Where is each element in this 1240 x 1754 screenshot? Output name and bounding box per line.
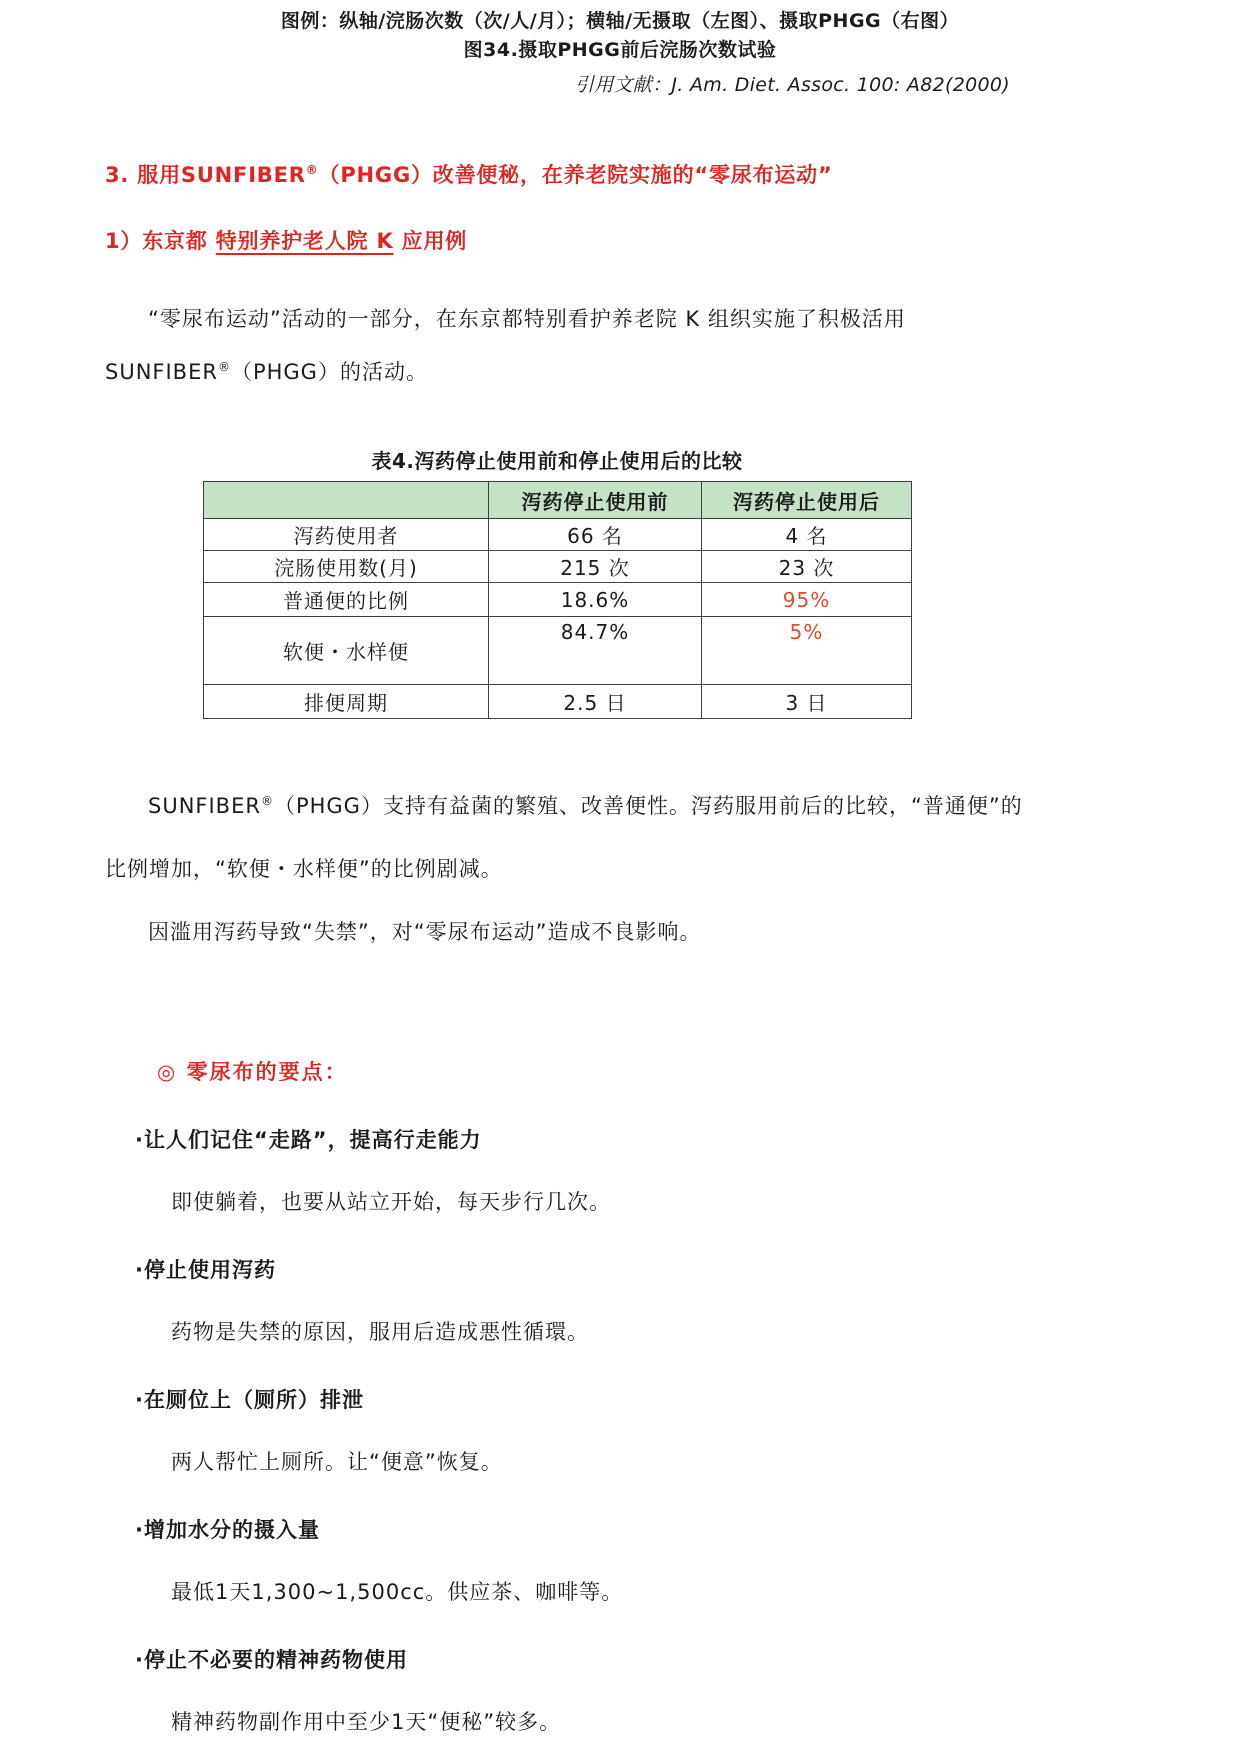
discussion-line-3: 因滥用泻药导致“失禁”，对“零尿布运动”造成不良影响。 (148, 920, 702, 944)
table-row (204, 685, 912, 719)
key-point-title: ·停止使用泻药 (135, 1258, 276, 1282)
table-row (204, 551, 912, 583)
table-header-before-cell: 泻药停止使用前 (489, 482, 702, 519)
after-value-cell: 3 日 (702, 685, 912, 719)
key-point-description: 即使躺着，也要从站立开始，每天步行几次。 (171, 1190, 611, 1214)
registered-trademark-mark: ® (260, 794, 274, 808)
discussion-line-1-brand: SUNFIBER (148, 794, 261, 818)
before-value-cell: 2.5 日 (489, 685, 702, 719)
row-label-cell: 排便周期 (204, 685, 489, 719)
citation-reference: 引用文献：J. Am. Diet. Assoc. 100: A82(2000) (574, 74, 1010, 96)
figure-title-caption: 图34.摄取PHGG前后浣肠次数试验 (463, 39, 777, 61)
row-label-cell: 浣肠使用数(月) (204, 551, 489, 583)
row-label-cell: 泻药使用者 (204, 519, 489, 551)
figure-legend-caption: 图例：纵轴/浣肠次数（次/人/月）；横轴/无摄取（左图）、摄取PHGG（右图） (280, 10, 960, 32)
after-value-cell: 4 名 (702, 519, 912, 551)
discussion-line-2: 比例增加，“软便・水样便”的比例剧减。 (105, 857, 503, 881)
table-title: 表4.泻药停止使用前和停止使用后的比较 (371, 449, 743, 473)
subsection-heading-post: 应用例 (393, 229, 468, 253)
discussion-line-1-rest: （PHGG）支持有益菌的繁殖、改善便性。泻药服用前后的比较，“普通便”的 (273, 794, 1023, 818)
before-value-cell: 84.7% (489, 617, 702, 685)
after-value-cell: 23 次 (702, 551, 912, 583)
key-point-description: 最低1天1,300~1,500cc。供应茶、咖啡等。 (171, 1580, 624, 1604)
key-point-title: ·停止不必要的精神药物使用 (135, 1648, 408, 1672)
before-value-cell: 66 名 (489, 519, 702, 551)
before-value-cell: 18.6% (489, 583, 702, 617)
key-point-title: ·在厕位上（厕所）排泄 (135, 1388, 364, 1412)
intro-line-2-brand: SUNFIBER (105, 360, 218, 384)
table-header-empty-cell (204, 482, 489, 519)
intro-line-2-rest: （PHGG）的活动。 (230, 360, 428, 384)
key-point-title: ·让人们记住“走路”，提高行走能力 (135, 1128, 482, 1152)
table-row (204, 583, 912, 617)
table-row (204, 519, 912, 551)
after-value-cell-highlighted: 95% (702, 583, 912, 617)
table-row (204, 617, 912, 685)
row-label-cell: 软便・水样便 (204, 617, 489, 685)
table-header-row (204, 482, 912, 519)
intro-line-2 (105, 346, 1135, 399)
discussion-paragraphs (105, 775, 1135, 964)
section-heading-text: 3. 服用SUNFIBER (105, 163, 306, 187)
key-point-description: 药物是失禁的原因，服用后造成悪性循環。 (171, 1320, 589, 1344)
subsection-heading (105, 225, 1135, 255)
key-points-list (105, 1126, 1135, 1736)
key-point-description: 两人帮忙上厕所。让“便意”恢复。 (171, 1450, 503, 1474)
registered-trademark-mark: ® (217, 360, 231, 374)
section-heading (105, 159, 1135, 189)
intro-line-1: “零尿布运动”活动的一部分，在东京都特别看护养老院 K 组织实施了积极活用 (148, 307, 906, 331)
discussion-line-1 (105, 775, 1135, 838)
comparison-table-block (203, 445, 911, 719)
before-value-cell: 215 次 (489, 551, 702, 583)
subsection-heading-pre: 1）东京都 (105, 229, 216, 253)
table-header-after-cell: 泻药停止使用后 (702, 482, 912, 519)
subsection-heading-underlined: 特别养护老人院 K (215, 229, 394, 253)
key-point-description: 精神药物副作用中至少1天“便秘”较多。 (171, 1710, 562, 1734)
intro-paragraph (105, 293, 1135, 399)
registered-trademark-mark: ® (305, 163, 319, 177)
after-value-cell-highlighted: 5% (702, 617, 912, 685)
row-label-cell: 普通便的比例 (204, 583, 489, 617)
comparison-table (203, 481, 912, 719)
section-heading-text-rest: （PHGG）改善便秘，在养老院实施的“零尿布运动” (318, 163, 833, 187)
key-points-heading: ◎ 零尿布的要点： (157, 1060, 348, 1084)
key-point-title: ·增加水分的摄入量 (135, 1518, 320, 1542)
